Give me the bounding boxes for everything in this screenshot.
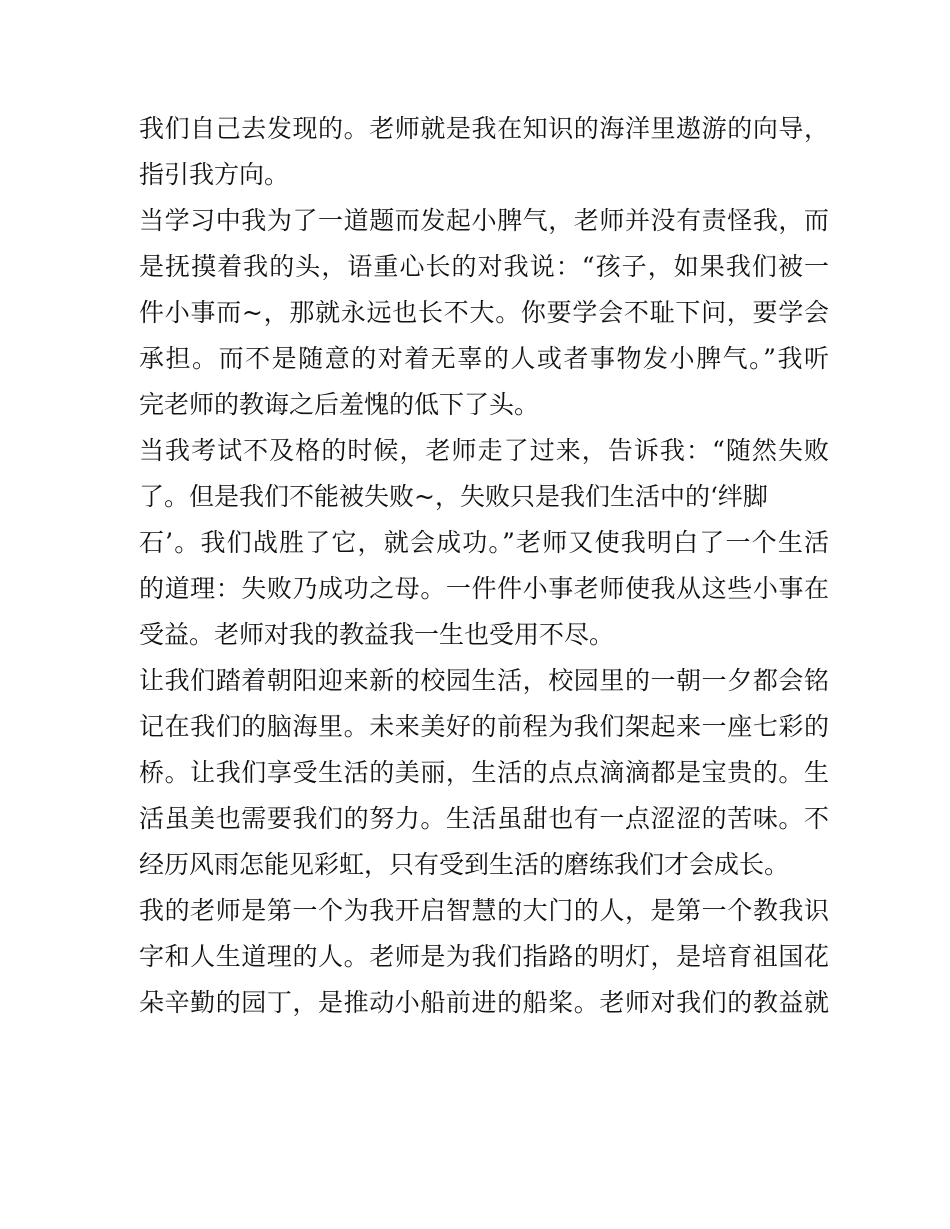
text-line: 当学习中我为了一道题而发起小脾气，老师并没有责怪我，而: [139, 206, 829, 235]
text-line: 经历风雨怎能见彩虹，只有受到生活的磨练我们才会成长。: [139, 850, 790, 879]
text-line: 件小事而~，那就永远也长不大。你要学会不耻下问，要学会: [139, 298, 829, 327]
text-line: 字和人生道理的人。老师是为我们指路的明灯，是培育祖国花: [139, 942, 829, 971]
text-line: 指引我方向。: [139, 160, 290, 189]
text-line: 是抚摸着我的头，语重心长的对我说：“孩子，如果我们被一: [139, 252, 829, 281]
text-line: 受益。老师对我的教益我一生也受用不尽。: [139, 620, 615, 649]
text-line: 让我们踏着朝阳迎来新的校园生活，校园里的一朝一夕都会铭: [139, 666, 829, 695]
essay-body: [139, 106, 829, 1026]
text-line: 了。但是我们不能被失败~，失败只是我们生活中的‘绊脚: [139, 482, 768, 511]
text-line: 朵辛勤的园丁，是推动小船前进的船桨。老师对我们的教益就: [139, 988, 829, 1017]
text-line: 桥。让我们享受生活的美丽，生活的点点滴滴都是宝贵的。生: [139, 758, 829, 787]
text-line: 石’。我们战胜了它，就会成功。”老师又使我明白了一个生活: [139, 528, 829, 557]
text-line: 的道理：失败乃成功之母。一件件小事老师使我从这些小事在: [139, 574, 829, 603]
text-line: 我的老师是第一个为我开启智慧的大门的人，是第一个教我识: [139, 896, 829, 925]
text-line: 我们自己去发现的。老师就是我在知识的海洋里遨游的向导，: [139, 114, 829, 143]
text-line: 承担。而不是随意的对着无辜的人或者事物发小脾气。”我听: [139, 344, 829, 373]
text-line: 记在我们的脑海里。未来美好的前程为我们架起来一座七彩的: [139, 712, 829, 741]
text-line: 活虽美也需要我们的努力。生活虽甜也有一点涩涩的苦味。不: [139, 804, 829, 833]
text-line: 完老师的教诲之后羞愧的低下了头。: [139, 390, 540, 419]
text-line: 当我考试不及格的时候，老师走了过来，告诉我：“随然失败: [139, 436, 829, 465]
